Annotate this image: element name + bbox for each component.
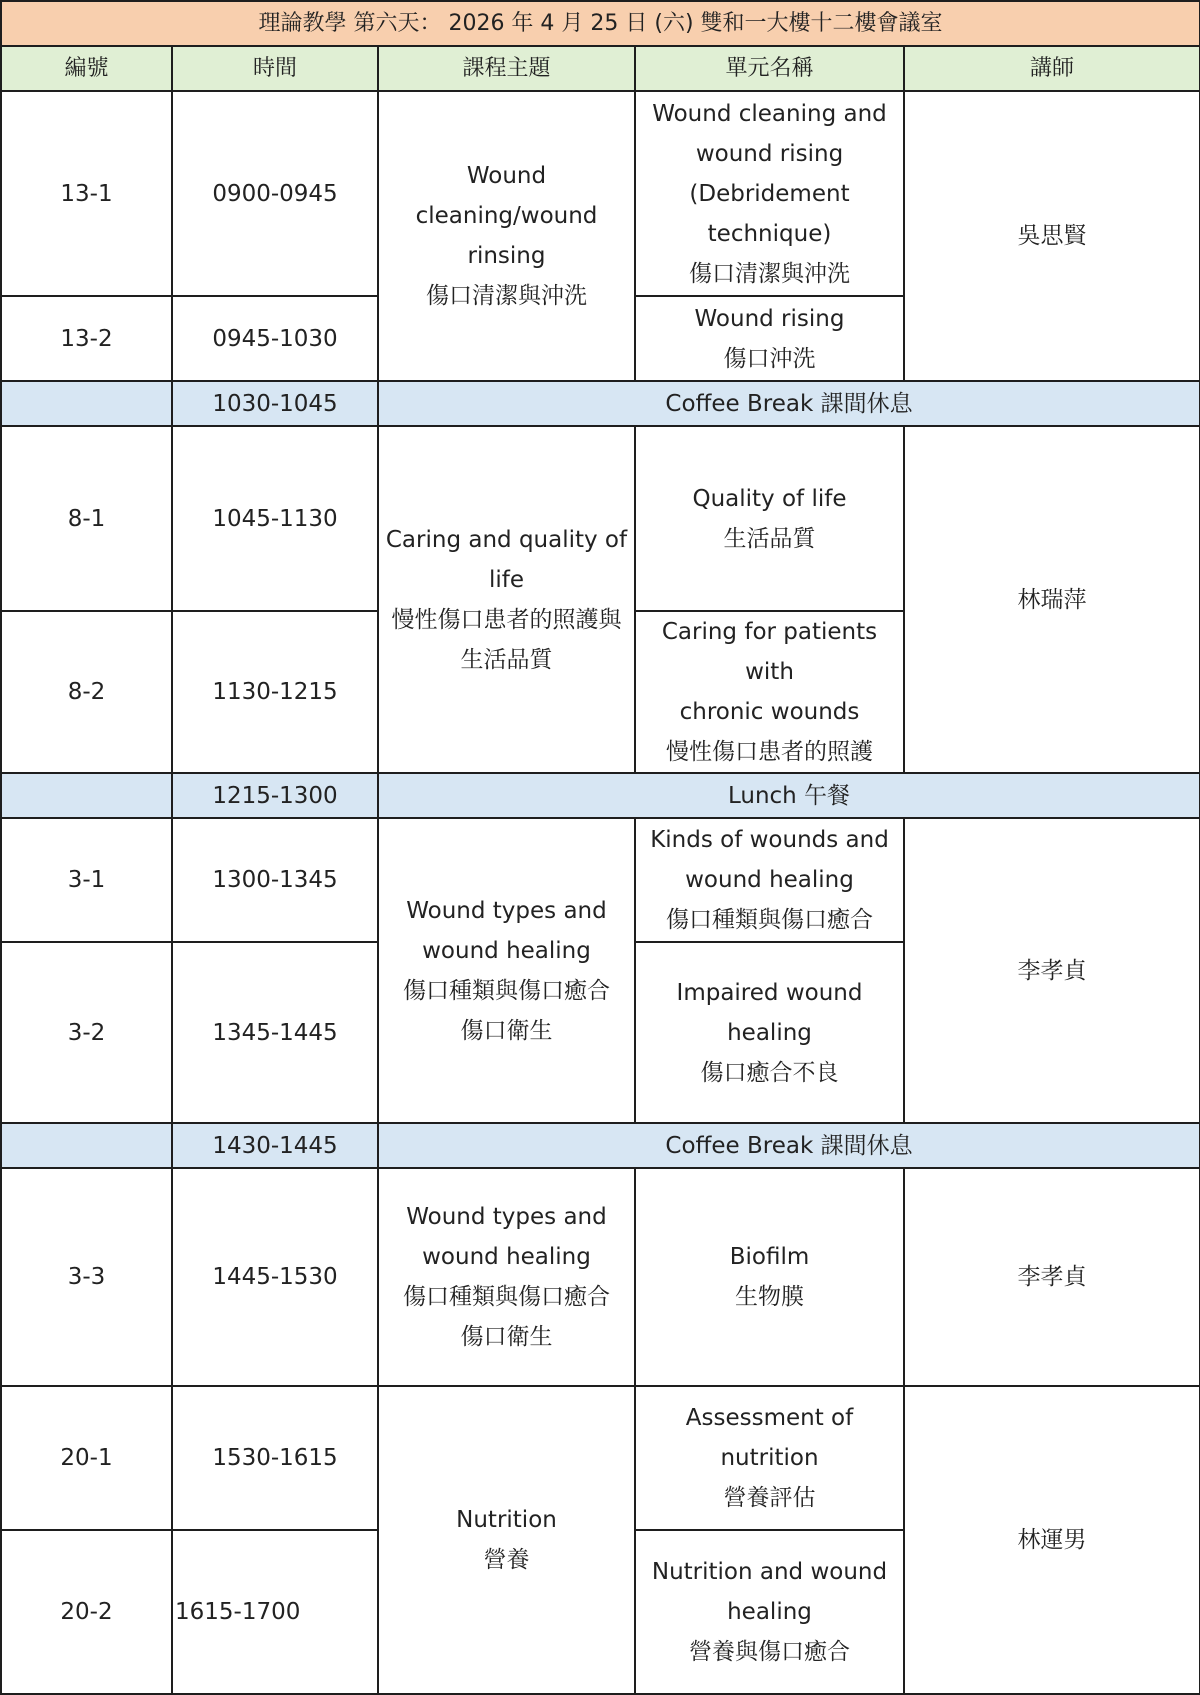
topic-zh: 傷口清潔與沖洗 bbox=[426, 283, 587, 309]
session-time: 0945-1030 bbox=[172, 296, 378, 381]
unit-en-line: Nutrition and wound bbox=[651, 1559, 888, 1585]
session-time: 1130-1215 bbox=[172, 611, 378, 773]
session-id: 8-1 bbox=[1, 426, 172, 611]
title-row bbox=[1, 1, 1200, 46]
schedule-title: 理論教學 第六天： 2026 年 4 月 25 日 (六) 雙和一大樓十二樓會議室 bbox=[1, 1, 1200, 46]
break-label: Coffee Break 課間休息 bbox=[378, 1123, 1200, 1168]
break-time: 1030-1045 bbox=[172, 381, 378, 426]
unit-name bbox=[635, 818, 904, 942]
session-time: 1300-1345 bbox=[172, 818, 378, 942]
topic-en-line: wound healing bbox=[422, 1244, 591, 1270]
topic-en-line: Wound types and bbox=[406, 1204, 607, 1230]
header-topic: 課程主題 bbox=[378, 46, 635, 91]
header-id: 編號 bbox=[1, 46, 172, 91]
unit-en-line: Biofilm bbox=[729, 1244, 810, 1270]
topic-en-line: wound healing bbox=[422, 937, 591, 964]
header-time: 時間 bbox=[172, 46, 378, 91]
unit-name bbox=[635, 611, 904, 773]
session-id: 8-2 bbox=[1, 611, 172, 773]
session-id: 13-2 bbox=[1, 296, 172, 381]
topic-en-line: Caring and quality of bbox=[385, 526, 628, 553]
unit-en-line: Wound rising bbox=[694, 305, 845, 332]
unit-en-line: Impaired wound bbox=[676, 979, 863, 1006]
header-instructor: 講師 bbox=[904, 46, 1200, 91]
session-id: 13-1 bbox=[1, 91, 172, 296]
break-row bbox=[1, 1123, 1200, 1168]
table-row bbox=[1, 1386, 1200, 1530]
unit-zh: 傷口癒合不良 bbox=[700, 1059, 839, 1086]
unit-name bbox=[635, 426, 904, 611]
topic-zh-line: 慢性傷口患者的照護與 bbox=[391, 606, 622, 633]
unit-en-line: healing bbox=[727, 1019, 812, 1046]
session-id: 20-2 bbox=[1, 1530, 172, 1694]
topic-en-line: life bbox=[488, 566, 525, 593]
break-row bbox=[1, 773, 1200, 818]
session-time: 1445-1530 bbox=[172, 1168, 378, 1386]
session-time: 1615-1700 bbox=[172, 1530, 378, 1694]
course-topic bbox=[378, 91, 635, 381]
instructor: 林瑞萍 bbox=[904, 426, 1200, 773]
unit-zh: 傷口沖洗 bbox=[723, 345, 816, 372]
unit-en-line: Caring for patients with bbox=[661, 619, 878, 685]
instructor: 李孝貞 bbox=[904, 818, 1200, 1123]
unit-zh: 傷口清潔與沖洗 bbox=[689, 260, 850, 287]
instructor: 李孝貞 bbox=[904, 1168, 1200, 1386]
course-topic bbox=[378, 426, 635, 773]
unit-zh: 生活品質 bbox=[723, 525, 816, 552]
unit-name bbox=[635, 296, 904, 381]
topic-zh-line: 傷口種類與傷口癒合 bbox=[403, 977, 610, 1004]
session-id: 3-1 bbox=[1, 818, 172, 942]
break-time: 1430-1445 bbox=[172, 1123, 378, 1168]
course-topic bbox=[378, 818, 635, 1123]
topic-en-line: Wound bbox=[466, 163, 547, 189]
unit-zh: 營養與傷口癒合 bbox=[689, 1639, 850, 1665]
topic-zh-line: 傷口種類與傷口癒合 bbox=[403, 1284, 610, 1310]
unit-zh: 營養評估 bbox=[723, 1485, 816, 1511]
table-row bbox=[1, 426, 1200, 611]
course-topic bbox=[378, 1386, 635, 1694]
break-id-empty bbox=[1, 381, 172, 426]
break-id-empty bbox=[1, 773, 172, 818]
unit-en-line: Kinds of wounds and bbox=[650, 827, 889, 853]
unit-zh: 生物膜 bbox=[735, 1284, 804, 1310]
session-time: 1045-1130 bbox=[172, 426, 378, 611]
break-time: 1215-1300 bbox=[172, 773, 378, 818]
unit-en-line: chronic wounds bbox=[679, 699, 860, 725]
table-row bbox=[1, 818, 1200, 942]
unit-name bbox=[635, 1530, 904, 1694]
table-row bbox=[1, 1168, 1200, 1386]
topic-en-line: Nutrition bbox=[456, 1507, 557, 1533]
unit-name bbox=[635, 91, 904, 296]
topic-zh-line: 傷口衛生 bbox=[460, 1017, 553, 1044]
topic-zh-line: 生活品質 bbox=[460, 646, 553, 673]
unit-en-line: technique) bbox=[707, 220, 832, 247]
break-row bbox=[1, 381, 1200, 426]
unit-en-line: wound rising bbox=[695, 140, 844, 167]
session-time: 0900-0945 bbox=[172, 91, 378, 296]
topic-zh: 營養 bbox=[483, 1547, 530, 1573]
unit-en-line: Quality of life bbox=[692, 485, 847, 512]
unit-name bbox=[635, 1168, 904, 1386]
unit-name bbox=[635, 1386, 904, 1530]
header-unit: 單元名稱 bbox=[635, 46, 904, 91]
break-label: Coffee Break 課間休息 bbox=[378, 381, 1200, 426]
unit-en-line: Wound cleaning and bbox=[652, 100, 887, 127]
unit-name bbox=[635, 942, 904, 1123]
session-id: 20-1 bbox=[1, 1386, 172, 1530]
topic-zh-line: 傷口衛生 bbox=[460, 1324, 553, 1350]
session-id: 3-3 bbox=[1, 1168, 172, 1386]
unit-zh: 傷口種類與傷口癒合 bbox=[666, 907, 873, 933]
header-row bbox=[1, 46, 1200, 91]
instructor: 吳思賢 bbox=[904, 91, 1200, 381]
unit-en-line: healing bbox=[727, 1599, 812, 1625]
topic-en-line: rinsing bbox=[467, 243, 546, 269]
unit-zh: 慢性傷口患者的照護 bbox=[666, 739, 873, 765]
session-time: 1345-1445 bbox=[172, 942, 378, 1123]
topic-en-line: Wound types and bbox=[406, 897, 607, 924]
break-id-empty bbox=[1, 1123, 172, 1168]
unit-en-line: Assessment of nutrition bbox=[685, 1405, 854, 1471]
topic-en-line: cleaning/wound bbox=[415, 203, 598, 229]
instructor: 林運男 bbox=[904, 1386, 1200, 1694]
break-label: Lunch 午餐 bbox=[378, 773, 1200, 818]
table-row bbox=[1, 91, 1200, 296]
unit-en-line: (Debridement bbox=[689, 180, 850, 207]
session-time: 1530-1615 bbox=[172, 1386, 378, 1530]
course-topic bbox=[378, 1168, 635, 1386]
session-id: 3-2 bbox=[1, 942, 172, 1123]
unit-en-line: wound healing bbox=[685, 867, 854, 893]
